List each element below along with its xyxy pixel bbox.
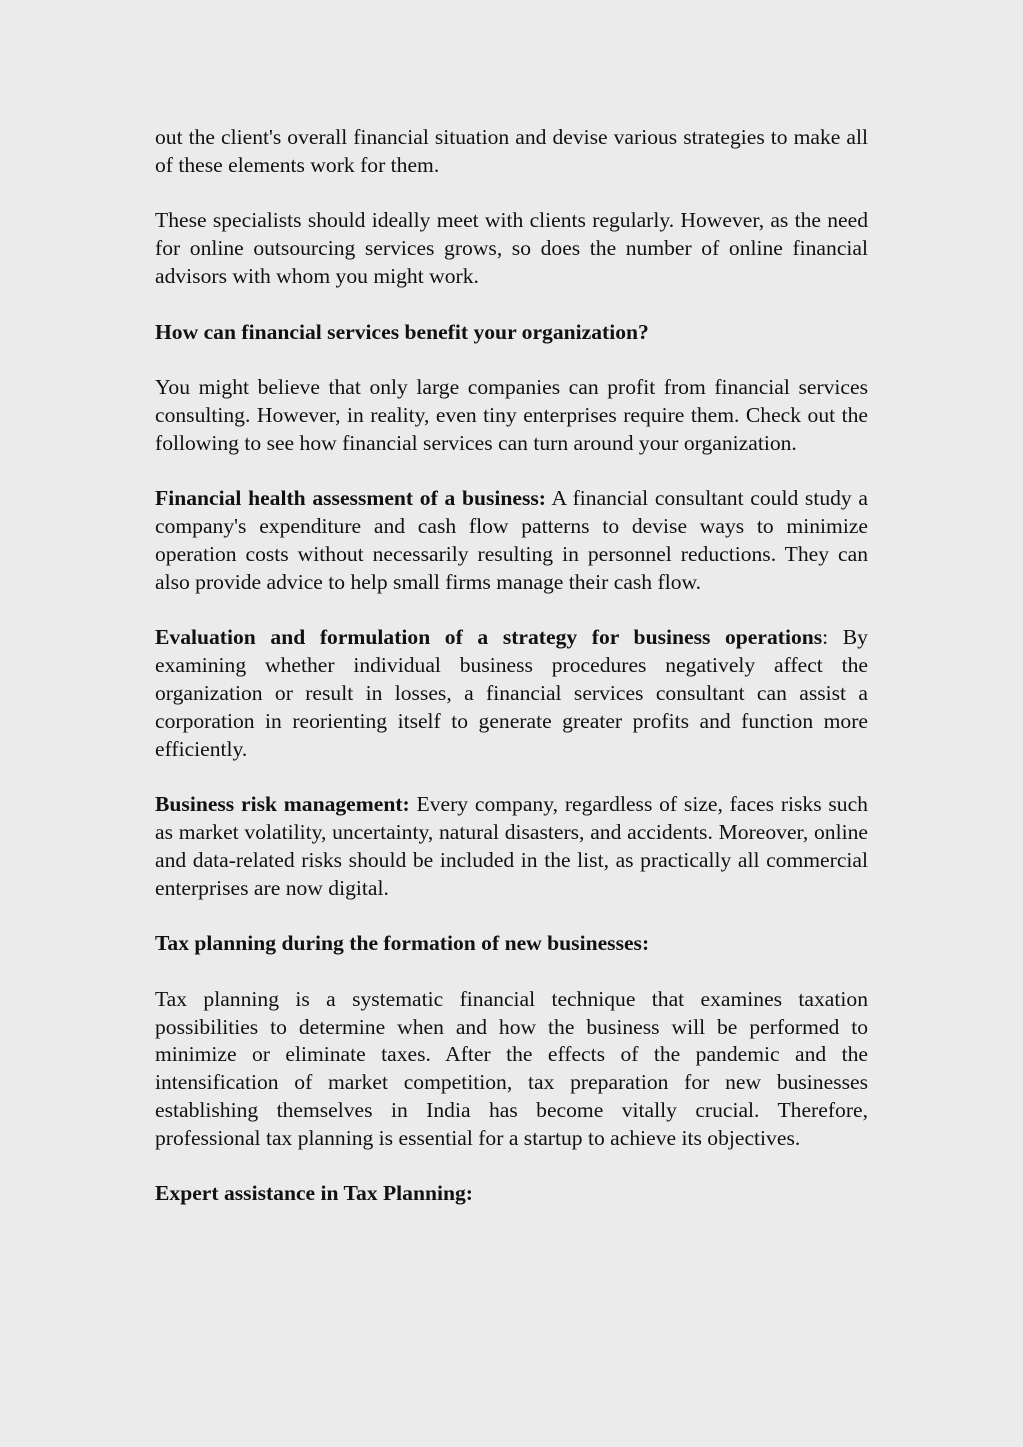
section-heading-benefits: How can financial services benefit your organization? (155, 319, 649, 344)
benefit-item-strategy (155, 624, 868, 763)
benefit-item-lead: Business risk management: (155, 792, 410, 817)
benefit-item-text: : By examining whether individual business procedures negatively affect the organization or result in losses, a financial services consultant can assist a corporation in reorienting itself to generate greater profits and function more efficiently. (155, 625, 868, 761)
benefit-item-risk-management (155, 791, 868, 902)
section-heading-tax-planning: Tax planning during the formation of new businesses: (155, 931, 650, 956)
tax-planning-paragraph: Tax planning is a systematic financial technique that examines taxation possibilities to determine when and how the business will be performed to minimize or eliminate taxes. After the effects of the pandemic and the intensification of market competition, tax preparation for new businesses establishing themselves in India has become vitally crucial. Therefore, professional tax planning is essential for a startup to achieve its objectives. (155, 986, 868, 1150)
section-heading-expert-assistance: Expert assistance in Tax Planning: (155, 1181, 473, 1206)
benefit-item-lead: Evaluation and formulation of a strategy for business operations (155, 625, 823, 650)
intro-continuation-paragraph: out the client's overall financial situation and devise various strategies to make all of these elements work for them. (155, 125, 868, 177)
benefit-item-text: A financial consultant could study a company's expenditure and cash flow patterns to devise ways to minimize operation costs without necessarily resulting in personnel reductions. They can also provide advice to help small firms manage their cash flow. (155, 486, 868, 594)
document-body (155, 124, 868, 1236)
benefits-intro-paragraph: You might believe that only large companies can profit from financial services consulting. However, in reality, even tiny enterprises require them. Check out the following to see how financial services can turn around your organization. (155, 375, 868, 455)
benefit-item-financial-health (155, 485, 868, 596)
benefit-item-text: Every company, regardless of size, faces risks such as market volatility, uncertainty, natural disasters, and accidents. Moreover, online and data-related risks should be included in the list, as practically all commercial enterprises are now digital. (155, 792, 868, 900)
specialists-paragraph: These specialists should ideally meet with clients regularly. However, as the need for online outsourcing services grows, so does the number of online financial advisors with whom you might work. (155, 208, 868, 288)
benefit-item-lead: Financial health assessment of a business: (155, 486, 546, 511)
